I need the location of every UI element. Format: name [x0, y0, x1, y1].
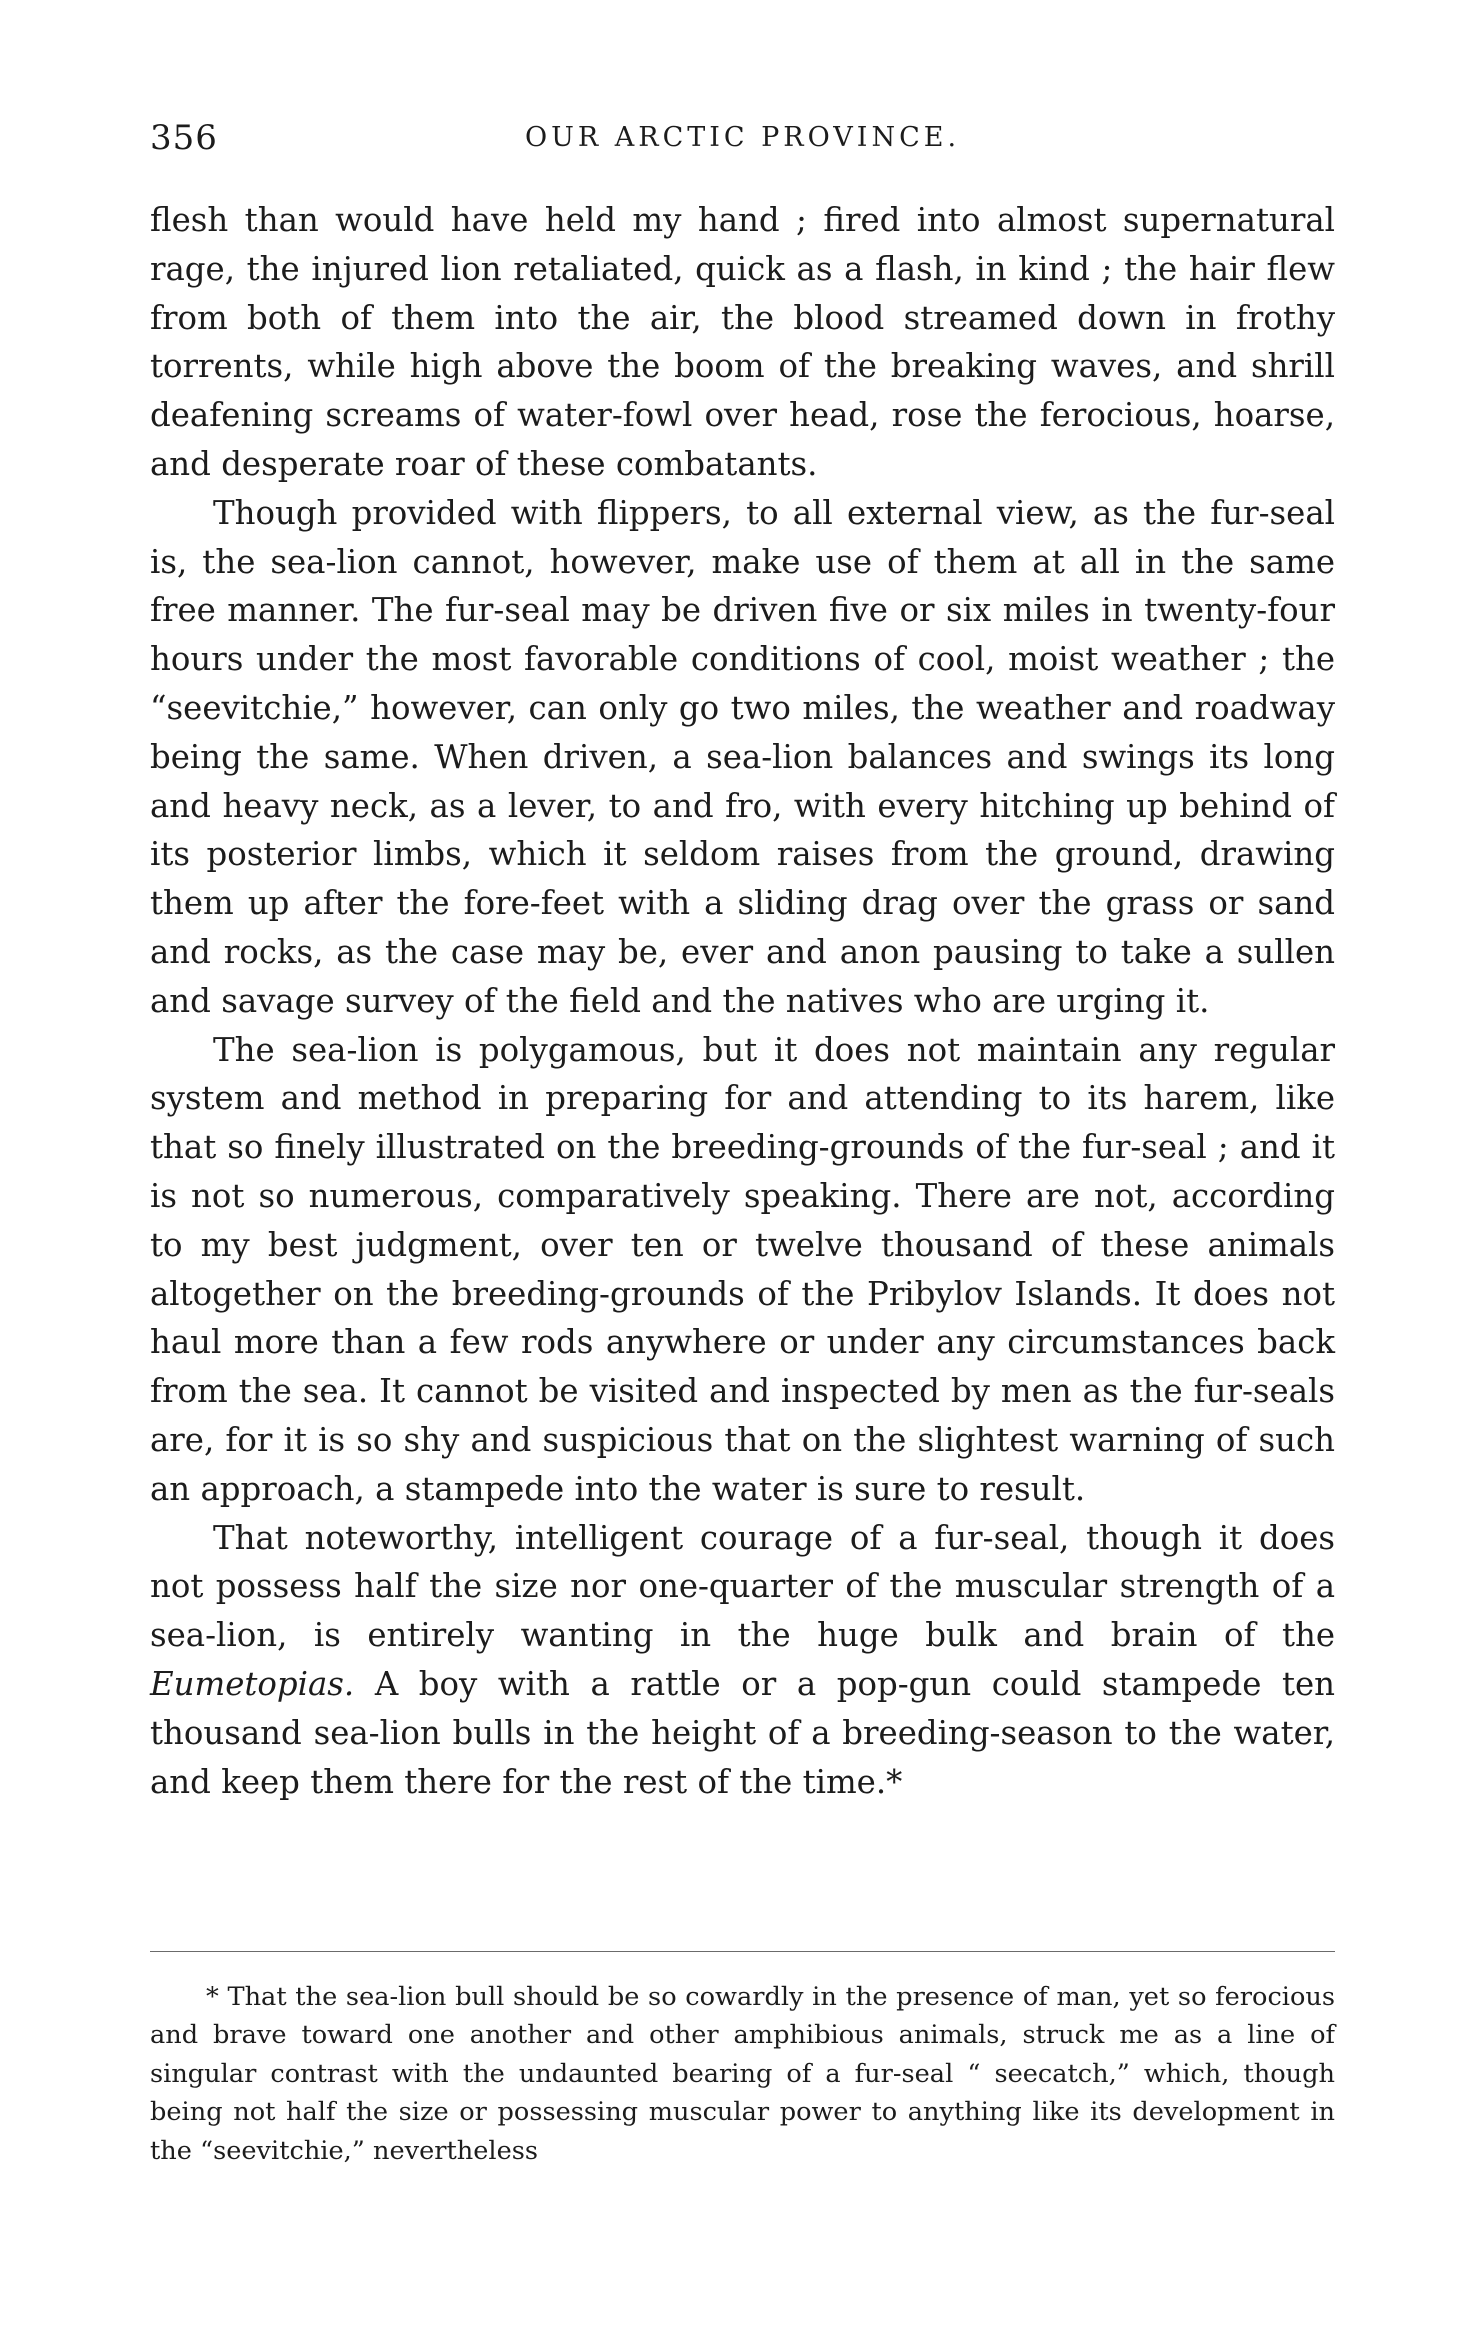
- page-number: 356: [150, 118, 218, 158]
- body-text: [150, 196, 1335, 1806]
- paragraph-1: flesh than would have held my hand ; fired into almost supernatural rage, the injured lion retaliated, quick as a flash, in kind ; the hair flew from both of them into the air, the blood streamed down in frothy torrents, while high above the boom of the breaking waves, and shrill deafening screams of water-fowl over head, rose the ferocious, hoarse, and desperate roar of these combatants.: [150, 201, 1335, 483]
- paragraph-4: [150, 1514, 1335, 1807]
- running-title: OUR ARCTIC PROVINCE.: [524, 122, 961, 153]
- paragraph-3: The sea-lion is polygamous, but it does not maintain any regular system and method in preparing for and attending to its harem, like that so finely illustrated on the breeding-grounds of the fur-seal ; and it is not so numerous, comparatively speaking. There are not, according to my best judgment, over ten or twelve thousand of these animals altogether on the breeding-grounds of the Pribylov Islands. It does not haul more than a few rods anywhere or under any circumstances back from the sea. It cannot be visited and inspected by men as the fur-seals are, for it is so shy and suspicious that on the slightest warning of such an approach, a stampede into the water is sure to result.: [150, 1030, 1335, 1508]
- paragraph-4-text-end: A boy with a rattle or a pop-gun could stampede ten thousand sea-lion bulls in the height of a breeding-season to the water, and keep them there for the rest of the time.*: [150, 1664, 1335, 1801]
- footnote-divider: [150, 1951, 1335, 1952]
- species-name-italic: Eumetopias.: [150, 1664, 355, 1703]
- footnote-text: * That the sea-lion bull should be so cowardly in the presence of man, yet so ferocious and brave toward one another and other amphibious animals, struck me as a line of singular contrast with the undaunted bearing of a fur-seal “ seecatch,” which, though being not half the size or possessing muscular power to anything like its development in the “seevitchie,” nevertheless: [150, 1982, 1335, 2166]
- paragraph-2: Though provided with flippers, to all external view, as the fur-seal is, the sea-lion cannot, however, make use of them at all in the same free manner. The fur-seal may be driven five or six miles in twenty-four hours under the most favorable conditions of cool, moist weather ; the “seevitchie,” however, can only go two miles, the weather and roadway being the same. When driven, a sea-lion balances and swings its long and heavy neck, as a lever, to and fro, with every hitching up behind of its posterior limbs, which it seldom raises from the ground, drawing them up after the fore-feet with a sliding drag over the grass or sand and rocks, as the case may be, ever and anon pausing to take a sullen and savage survey of the field and the natives who are urging it.: [150, 493, 1335, 1020]
- running-head: [150, 118, 1335, 168]
- paragraph-4-text-start: That noteworthy, intelligent courage of a fur-seal, though it does not possess half the size nor one-quarter of the muscular strength of a sea-lion, is entirely wanting in the huge bulk and brain of the: [150, 1518, 1335, 1655]
- footnote: [150, 1978, 1335, 2170]
